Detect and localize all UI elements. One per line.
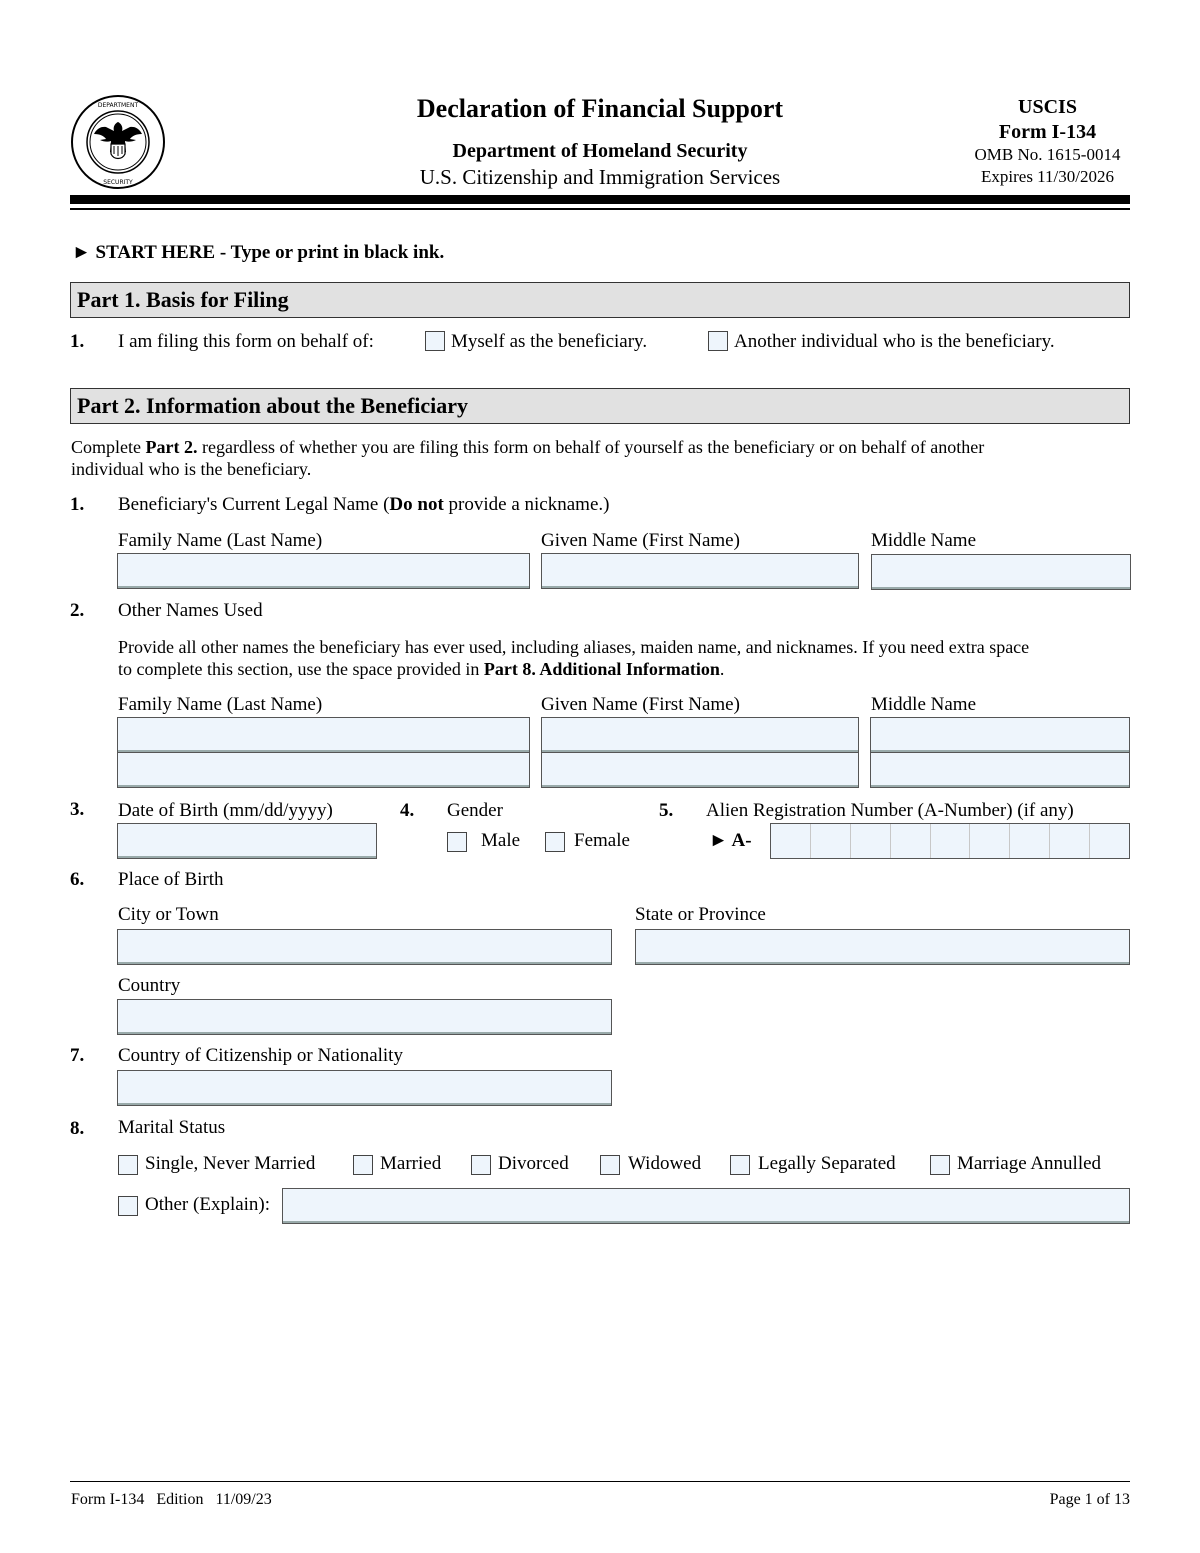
q8-label: Marital Status bbox=[118, 1117, 226, 1138]
header-rule-thick bbox=[70, 195, 1130, 204]
q1-label-end: provide a nickname.) bbox=[443, 494, 610, 515]
q2-middle-name-label: Middle Name bbox=[871, 694, 977, 715]
a-number-prefix: ► A- bbox=[709, 830, 752, 851]
part2-intro bbox=[71, 436, 1131, 480]
a-number-digit bbox=[970, 824, 1010, 858]
q1-family-name-label: Family Name (Last Name) bbox=[118, 530, 323, 551]
single-label: Single, Never Married bbox=[145, 1153, 316, 1174]
q2-given-name-input-2[interactable] bbox=[541, 752, 859, 788]
start-here: ► START HERE - Type or print in black ink. bbox=[72, 242, 445, 263]
svg-text:SECURITY: SECURITY bbox=[103, 179, 133, 186]
q1-given-name-label: Given Name (First Name) bbox=[541, 530, 740, 551]
city-input[interactable] bbox=[117, 929, 612, 965]
a-number-digit bbox=[1090, 824, 1129, 858]
q7-number: 7. bbox=[70, 1045, 85, 1066]
part1-q1-number: 1. bbox=[70, 331, 85, 352]
female-label: Female bbox=[574, 830, 630, 851]
q2-given-name-input-1[interactable] bbox=[541, 717, 859, 753]
q1-number: 1. bbox=[70, 494, 85, 515]
country-label: Country bbox=[118, 975, 181, 996]
other-checkbox[interactable] bbox=[118, 1196, 138, 1216]
q2-family-name-input-1[interactable] bbox=[117, 717, 530, 753]
a-number-digit bbox=[891, 824, 931, 858]
q1-family-name-input[interactable] bbox=[117, 553, 530, 589]
q2-middle-name-input-2[interactable] bbox=[870, 752, 1130, 788]
myself-checkbox[interactable] bbox=[425, 331, 445, 351]
married-label: Married bbox=[380, 1153, 442, 1174]
svg-text:DEPARTMENT: DEPARTMENT bbox=[97, 102, 139, 109]
date-of-birth-input[interactable] bbox=[117, 823, 377, 859]
q8-number: 8. bbox=[70, 1118, 85, 1139]
a-number-digit bbox=[811, 824, 851, 858]
q2-part8-ref: Part 8. Additional Information bbox=[483, 659, 720, 679]
legally-separated-label: Legally Separated bbox=[758, 1153, 896, 1174]
myself-label: Myself as the beneficiary. bbox=[451, 331, 648, 352]
a-number-digit bbox=[931, 824, 971, 858]
a-number-digit bbox=[851, 824, 891, 858]
q3-number: 3. bbox=[70, 799, 85, 820]
another-individual-label: Another individual who is the beneficiary. bbox=[734, 331, 1055, 352]
a-number-digit bbox=[771, 824, 811, 858]
q2-family-name-input-2[interactable] bbox=[117, 752, 530, 788]
a-number-digit bbox=[1050, 824, 1090, 858]
q1-given-name-input[interactable] bbox=[541, 553, 859, 589]
dhs-seal bbox=[70, 94, 166, 190]
legally-separated-checkbox[interactable] bbox=[730, 1155, 750, 1175]
intro-part-ref: Part 2. bbox=[145, 437, 198, 457]
q4-label: Gender bbox=[447, 800, 503, 821]
q1-label-text: Beneficiary's Current Legal Name ( bbox=[118, 494, 390, 515]
q2-middle-name-input-1[interactable] bbox=[870, 717, 1130, 753]
widowed-checkbox[interactable] bbox=[600, 1155, 620, 1175]
q5-number: 5. bbox=[659, 800, 674, 821]
divorced-checkbox[interactable] bbox=[471, 1155, 491, 1175]
q2-description bbox=[118, 636, 1130, 680]
other-label: Other (Explain): bbox=[145, 1194, 271, 1215]
q2-number: 2. bbox=[70, 600, 85, 621]
marriage-annulled-checkbox[interactable] bbox=[930, 1155, 950, 1175]
q1-middle-name-label: Middle Name bbox=[871, 530, 977, 551]
q2-given-name-label: Given Name (First Name) bbox=[541, 694, 740, 715]
part1-title: Part 1. Basis for Filing bbox=[77, 287, 289, 312]
other-explain-input[interactable] bbox=[282, 1188, 1130, 1224]
q2-family-name-label: Family Name (Last Name) bbox=[118, 694, 323, 715]
female-checkbox[interactable] bbox=[545, 832, 565, 852]
citizenship-input[interactable] bbox=[117, 1070, 612, 1106]
q6-number: 6. bbox=[70, 869, 85, 890]
q5-label: Alien Registration Number (A-Number) (if any) bbox=[706, 800, 1074, 821]
q1-middle-name-input[interactable] bbox=[871, 554, 1131, 590]
q4-number: 4. bbox=[400, 800, 415, 821]
q2-desc-line2: to complete this section, use the space provided in bbox=[118, 659, 484, 679]
male-checkbox[interactable] bbox=[447, 832, 467, 852]
footer-edition: Form I-134 Edition 11/09/23 bbox=[71, 1491, 272, 1508]
q1-do-not: Do not bbox=[389, 494, 444, 515]
footer-page-number: Page 1 of 13 bbox=[1049, 1491, 1130, 1508]
uscis-label: USCIS bbox=[1018, 96, 1077, 118]
part1-header bbox=[70, 282, 1130, 318]
single-checkbox[interactable] bbox=[118, 1155, 138, 1175]
q1-label bbox=[118, 494, 609, 516]
part2-title: Part 2. Information about the Beneficiary bbox=[77, 393, 469, 418]
a-number-digit bbox=[1010, 824, 1050, 858]
divorced-label: Divorced bbox=[498, 1153, 569, 1174]
omb-number: OMB No. 1615-0014 bbox=[974, 145, 1121, 164]
header-rule-thin bbox=[70, 208, 1130, 210]
intro-text: Complete bbox=[71, 437, 146, 457]
widowed-label: Widowed bbox=[628, 1153, 702, 1174]
male-label: Male bbox=[481, 830, 521, 851]
expiration-date: Expires 11/30/2026 bbox=[981, 167, 1114, 186]
intro-text-cont: regardless of whether you are filing this form on behalf of yourself as the beneficiary or on behalf of another bbox=[197, 437, 985, 457]
q6-label: Place of Birth bbox=[118, 869, 224, 890]
form-number: Form I-134 bbox=[998, 121, 1097, 143]
marriage-annulled-label: Marriage Annulled bbox=[957, 1153, 1102, 1174]
married-checkbox[interactable] bbox=[353, 1155, 373, 1175]
part2-header bbox=[70, 388, 1130, 424]
q2-desc-period: . bbox=[719, 659, 725, 679]
another-individual-checkbox[interactable] bbox=[708, 331, 728, 351]
department-name: Department of Homeland Security bbox=[452, 140, 748, 162]
agency-name: U.S. Citizenship and Immigration Services bbox=[419, 165, 781, 189]
footer-rule bbox=[70, 1481, 1130, 1482]
form-title: Declaration of Financial Support bbox=[416, 94, 784, 123]
city-label: City or Town bbox=[118, 904, 219, 925]
country-input[interactable] bbox=[117, 999, 612, 1035]
intro-text-line2: individual who is the beneficiary. bbox=[71, 459, 312, 479]
q7-label: Country of Citizenship or Nationality bbox=[118, 1045, 403, 1066]
q2-desc-line1: Provide all other names the beneficiary has ever used, including aliases, maiden name, and nicknames. If you need extra space bbox=[118, 637, 1030, 657]
state-label: State or Province bbox=[635, 904, 766, 925]
state-input[interactable] bbox=[635, 929, 1130, 965]
q3-label: Date of Birth (mm/dd/yyyy) bbox=[118, 800, 333, 821]
q2-label: Other Names Used bbox=[118, 600, 263, 621]
part1-q1-label: I am filing this form on behalf of: bbox=[118, 331, 374, 352]
a-number-input[interactable] bbox=[770, 823, 1130, 859]
